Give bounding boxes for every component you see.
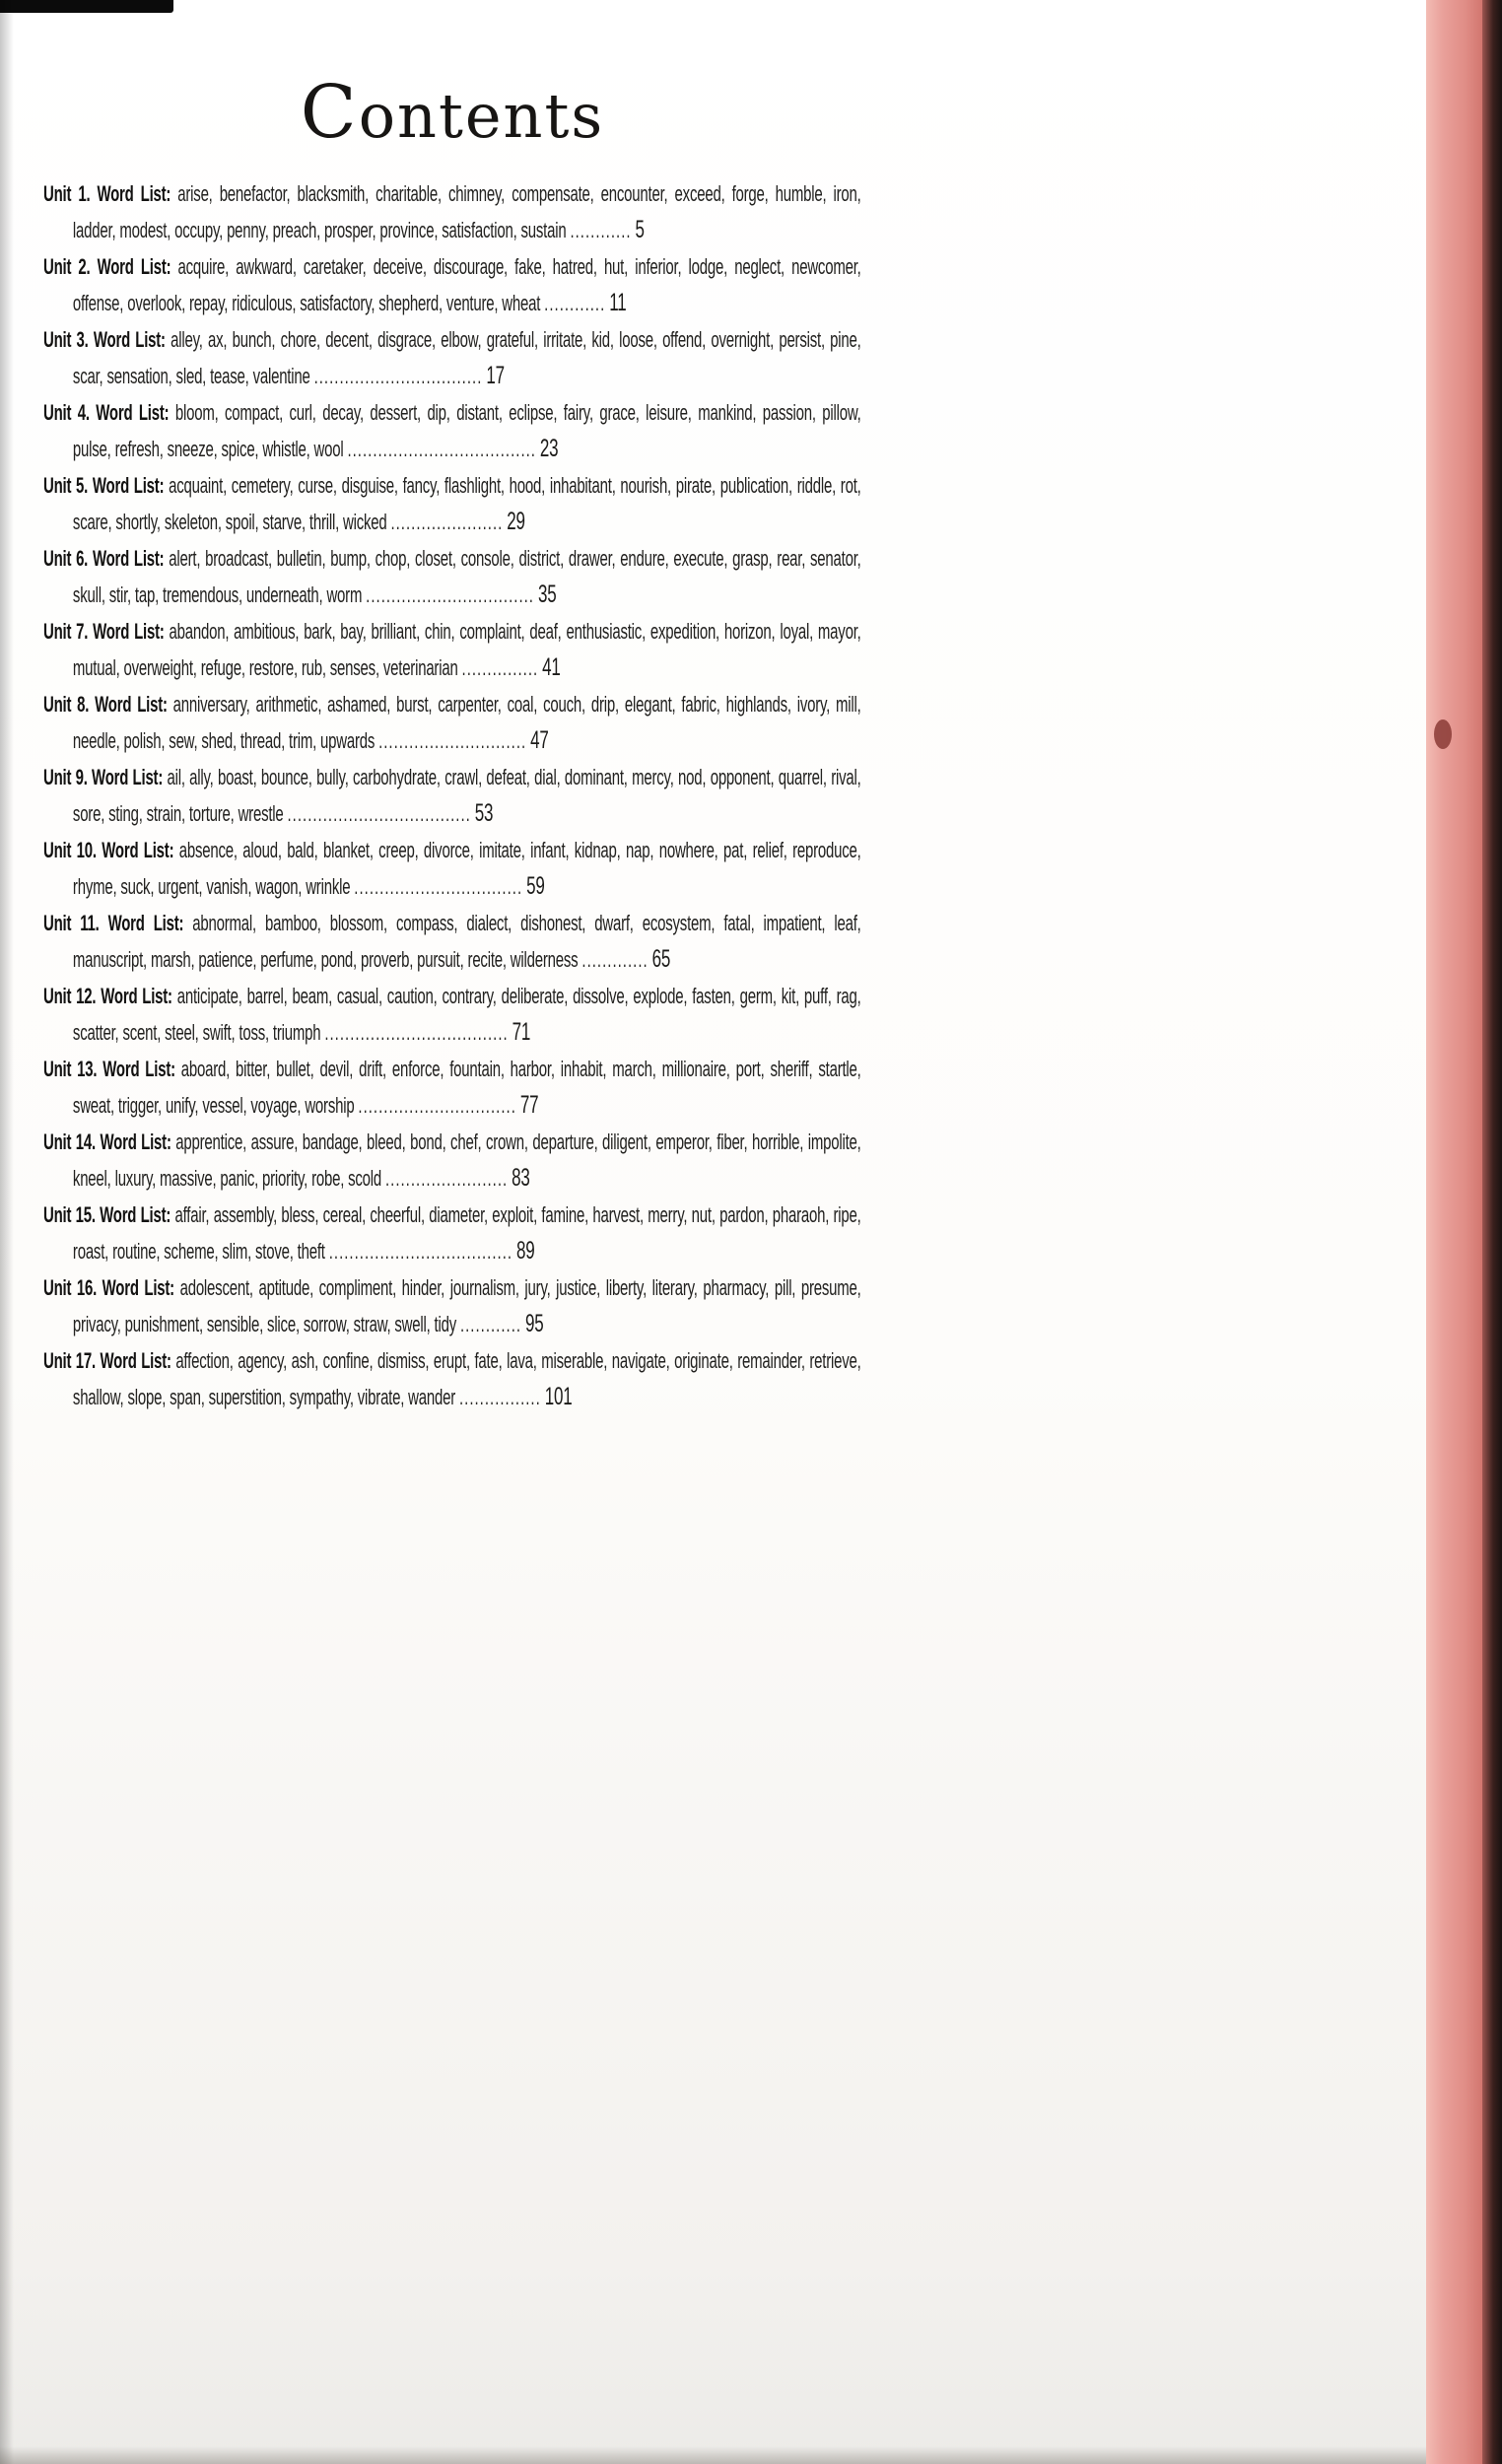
toc-entry	[43, 905, 861, 978]
toc-entry-unit-label: Unit 14. Word List:	[43, 1129, 171, 1154]
toc-entry-word-list: bloom, compact, curl, decay, dessert, dip, distant, eclipse, fairy, grace, leisure, mankind, passion, pillow, pulse, refresh, sneeze, spice, whistle, wool	[72, 400, 861, 461]
toc-entry-word-list: anticipate, barrel, beam, casual, caution, contrary, deliberate, dissolve, explode, fasten, germ, kit, puff, rag, scatter, scent, steel, swift, toss, triumph	[72, 984, 861, 1045]
toc-entry-dot-leader: ...............	[461, 655, 539, 680]
toc-entry-page-number: 59	[526, 872, 545, 900]
toc-entry-word-list: alley, ax, bunch, chore, decent, disgrace, elbow, grateful, irritate, kid, loose, offend, overnight, persist, pine, scar, sensation, sled, tease, valentine	[72, 327, 861, 388]
toc-entry-dot-leader: .................................	[366, 582, 534, 607]
toc-entry-unit-label: Unit 15. Word List:	[43, 1202, 171, 1227]
toc-entry-word-list: acquaint, cemetery, curse, disguise, fancy, flashlight, hood, inhabitant, nourish, pirate, publication, riddle, rot, scare, shortly, skeleton, spoil, starve, thrill, wicked	[72, 473, 861, 534]
toc-entry-dot-leader: ....................................	[328, 1239, 513, 1264]
toc-entry-unit-label: Unit 4. Word List:	[43, 400, 170, 425]
toc-entry	[43, 248, 861, 321]
toc-entry-unit-label: Unit 9. Word List:	[43, 765, 164, 789]
toc-entry	[43, 467, 861, 540]
toc-entry-page-number: 5	[635, 216, 645, 243]
toc-entry	[43, 540, 861, 613]
toc-entry-unit-label: Unit 7. Word List:	[43, 619, 165, 644]
scan-artifact-top-left-bar	[0, 0, 173, 13]
toc-entry-word-list: absence, aloud, bald, blanket, creep, divorce, imitate, infant, kidnap, nap, nowhere, pat, relief, reproduce, rhyme, suck, urgent, vanish, wagon, wrinkle	[72, 838, 861, 899]
toc-entry-dot-leader: .................................	[313, 364, 483, 388]
toc-entry-word-list: arise, benefactor, blacksmith, charitable, chimney, compensate, encounter, exceed, forge, humble, iron, ladder, modest, occupy, penny, preach, prosper, province, satisfaction, sustain	[72, 181, 861, 242]
toc-entry-page-number: 71	[512, 1018, 531, 1046]
toc-entry-unit-label: Unit 1. Word List:	[43, 181, 171, 206]
toc-entry	[43, 175, 861, 248]
toc-entry-word-list: aboard, bitter, bullet, devil, drift, enforce, fountain, harbor, inhabit, march, millionaire, port, sheriff, startle, sweat, trigger, unify, vessel, voyage, worship	[72, 1057, 861, 1118]
toc-entry	[43, 1342, 861, 1415]
toc-entry-dot-leader: .................................	[354, 874, 523, 899]
toc-entry	[43, 978, 861, 1051]
toc-entry	[43, 1197, 861, 1269]
toc-entry-unit-label: Unit 6. Word List:	[43, 546, 165, 571]
toc-entry-unit-label: Unit 11. Word List:	[43, 911, 184, 935]
toc-entry-word-list: acquire, awkward, caretaker, deceive, discourage, fake, hatred, hut, inferior, lodge, neglect, newcomer, offense, overlook, repay, ridiculous, satisfactory, shepherd, venture, wheat	[72, 254, 861, 315]
toc-entry-word-list: adolescent, aptitude, compliment, hinder, journalism, jury, justice, liberty, literary, pharmacy, pill, presume, privacy, punishment, sensible, slice, sorrow, straw, swell, tidy	[72, 1275, 861, 1336]
toc-entry-dot-leader: ....................................	[287, 801, 471, 826]
toc-entry-page-number: 77	[519, 1091, 539, 1119]
toc-entry-page-number: 11	[609, 289, 627, 316]
toc-entry-dot-leader: ........................	[384, 1166, 509, 1191]
toc-entry-page-number: 17	[486, 362, 505, 389]
toc-entry-dot-leader: ....................................	[324, 1020, 509, 1045]
scan-shadow-left-edge	[0, 0, 14, 2464]
toc-entry	[43, 1269, 861, 1342]
toc-entry-word-list: ail, ally, boast, bounce, bully, carbohydrate, crawl, defeat, dial, dominant, mercy, nod, opponent, quarrel, rival, sore, sting, strain, torture, wrestle	[72, 765, 861, 826]
toc-entry-page-number: 101	[544, 1383, 573, 1410]
book-edge-dark-mark	[1434, 719, 1452, 749]
toc-entry-word-list: alert, broadcast, bulletin, bump, chop, closet, console, district, drawer, endure, execute, grasp, rear, senator, skull, stir, tap, tremendous, underneath, worm	[72, 546, 861, 607]
toc-entry	[43, 394, 861, 467]
toc-entry	[43, 832, 861, 905]
toc-entry-word-list: abandon, ambitious, bark, bay, brilliant, chin, complaint, deaf, enthusiastic, expedition, horizon, loyal, mayor, mutual, overweight, refuge, restore, rub, senses, veterinarian	[72, 619, 861, 680]
toc-entry-page-number: 35	[537, 581, 557, 608]
toc-entry-dot-leader: ................	[458, 1385, 541, 1409]
toc-entry	[43, 321, 861, 394]
toc-entry-word-list: abnormal, bamboo, blossom, compass, dialect, dishonest, dwarf, ecosystem, fatal, impatient, leaf, manuscript, marsh, patience, perfume, pond, proverb, pursuit, recite, wilderness	[72, 911, 861, 972]
toc-entry-page-number: 29	[507, 508, 525, 535]
toc-entry-unit-label: Unit 3. Word List:	[43, 327, 166, 352]
toc-entry	[43, 686, 861, 759]
toc-entry-page-number: 41	[542, 653, 561, 681]
toc-entry-page-number: 53	[474, 799, 494, 827]
table-of-contents	[43, 175, 861, 1415]
toc-entry-page-number: 47	[530, 726, 549, 754]
toc-entry-dot-leader: .............................	[378, 728, 527, 753]
toc-entry-unit-label: Unit 17. Word List:	[43, 1348, 171, 1373]
toc-entry-word-list: affection, agency, ash, confine, dismiss, erupt, fate, lava, miserable, navigate, originate, remainder, retrieve, shallow, slope, span, superstition, sympathy, vibrate, wander	[72, 1348, 861, 1409]
toc-entry-unit-label: Unit 8. Word List:	[43, 692, 168, 717]
toc-entry-dot-leader: ...............................	[358, 1093, 516, 1118]
toc-entry-word-list: affair, assembly, bless, cereal, cheerful, diameter, exploit, famine, harvest, merry, nut, pardon, pharaoh, ripe, roast, routine, scheme, slim, stove, theft	[72, 1202, 861, 1264]
toc-entry-unit-label: Unit 5. Word List:	[43, 473, 165, 498]
toc-entry-dot-leader: ......................	[390, 510, 504, 534]
book-edge-pink-strip	[1426, 0, 1486, 2464]
toc-entry-unit-label: Unit 2. Word List:	[43, 254, 171, 279]
toc-entry	[43, 759, 861, 832]
toc-entry-unit-label: Unit 10. Word List:	[43, 838, 174, 862]
page-title: Contents	[300, 69, 605, 155]
toc-entry-word-list: apprentice, assure, bandage, bleed, bond, chef, crown, departure, diligent, emperor, fiber, horrible, impolite, kneel, luxury, massive, panic, priority, robe, scold	[72, 1129, 861, 1191]
toc-entry-dot-leader: ............	[570, 218, 632, 242]
toc-entry-dot-leader: .....................................	[347, 437, 536, 461]
book-edge-dark-strip	[1482, 0, 1502, 2464]
toc-entry-dot-leader: ............	[459, 1312, 522, 1336]
toc-entry-word-list: anniversary, arithmetic, ashamed, burst, carpenter, coal, couch, drip, elegant, fabric, highlands, ivory, mill, needle, polish, sew, shed, thread, trim, upwards	[72, 692, 861, 753]
scan-shadow-bottom-edge	[0, 2446, 1426, 2464]
toc-entry-unit-label: Unit 16. Word List:	[43, 1275, 174, 1300]
toc-entry	[43, 613, 861, 686]
toc-entry-page-number: 89	[516, 1237, 535, 1265]
toc-entry-dot-leader: ............	[544, 291, 606, 315]
toc-entry	[43, 1124, 861, 1197]
toc-entry-unit-label: Unit 12. Word List:	[43, 984, 172, 1008]
toc-entry-page-number: 95	[525, 1310, 544, 1337]
toc-entry-unit-label: Unit 13. Word List:	[43, 1057, 175, 1081]
toc-entry-page-number: 83	[512, 1164, 530, 1192]
toc-entry	[43, 1051, 861, 1124]
toc-entry-page-number: 65	[651, 945, 671, 973]
toc-entry-page-number: 23	[539, 435, 559, 462]
toc-entry-dot-leader: .............	[581, 947, 649, 972]
